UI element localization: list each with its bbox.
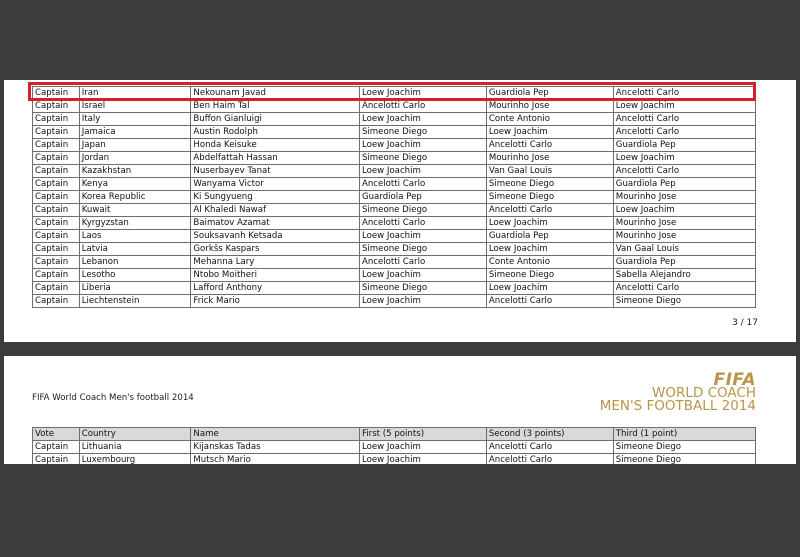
second-choice-cell: Simeone Diego bbox=[486, 191, 613, 204]
name-cell: Lafford Anthony bbox=[191, 282, 360, 295]
first-choice-cell: Loew Joachim bbox=[359, 441, 486, 454]
second-choice-cell: Loew Joachim bbox=[486, 126, 613, 139]
third-choice-cell: Loew Joachim bbox=[613, 204, 755, 217]
table-row bbox=[33, 191, 756, 204]
first-choice-cell: Loew Joachim bbox=[359, 165, 486, 178]
name-cell: Ki Sungyueng bbox=[191, 191, 360, 204]
third-choice-cell: Ancelotti Carlo bbox=[613, 282, 755, 295]
table-row bbox=[33, 454, 756, 465]
vote-cell: Captain bbox=[33, 126, 80, 139]
vote-cell: Captain bbox=[33, 152, 80, 165]
third-choice-cell: Guardiola Pep bbox=[613, 139, 755, 152]
third-choice-cell: Mourinho Jose bbox=[613, 217, 755, 230]
table-row bbox=[33, 100, 756, 113]
name-cell: Nuserbayev Tanat bbox=[191, 165, 360, 178]
country-cell: Luxembourg bbox=[79, 454, 191, 465]
name-cell: Souksavanh Ketsada bbox=[191, 230, 360, 243]
name-cell: Buffon Gianluigi bbox=[191, 113, 360, 126]
table-row-highlighted bbox=[33, 87, 756, 100]
vote-cell: Captain bbox=[33, 295, 80, 308]
second-choice-cell: Mourinho Jose bbox=[486, 152, 613, 165]
table-row bbox=[33, 178, 756, 191]
column-header-name: Name bbox=[191, 428, 360, 441]
first-choice-cell: Ancelotti Carlo bbox=[359, 178, 486, 191]
page-number: 3 / 17 bbox=[732, 318, 758, 328]
vote-cell: Captain bbox=[33, 282, 80, 295]
table-row bbox=[33, 126, 756, 139]
third-choice-cell: Van Gaal Louis bbox=[613, 243, 755, 256]
column-header-second-choice: Second (3 points) bbox=[486, 428, 613, 441]
name-cell: Wanyama Victor bbox=[191, 178, 360, 191]
first-choice-cell: Loew Joachim bbox=[359, 454, 486, 465]
name-cell: Ben Haim Tal bbox=[191, 100, 360, 113]
second-choice-cell: Guardiola Pep bbox=[486, 230, 613, 243]
first-choice-cell: Ancelotti Carlo bbox=[359, 217, 486, 230]
third-choice-cell: Ancelotti Carlo bbox=[613, 126, 755, 139]
country-cell: Kenya bbox=[79, 178, 191, 191]
third-choice-cell: Ancelotti Carlo bbox=[613, 113, 755, 126]
table-row bbox=[33, 165, 756, 178]
country-cell: Laos bbox=[79, 230, 191, 243]
table-row bbox=[33, 269, 756, 282]
table-row bbox=[33, 217, 756, 230]
vote-cell: Captain bbox=[33, 139, 80, 152]
name-cell: Nekounam Javad bbox=[191, 87, 360, 100]
vote-cell: Captain bbox=[33, 178, 80, 191]
third-choice-cell: Loew Joachim bbox=[613, 152, 755, 165]
country-cell: Latvia bbox=[79, 243, 191, 256]
first-choice-cell: Loew Joachim bbox=[359, 139, 486, 152]
name-cell: Austin Rodolph bbox=[191, 126, 360, 139]
third-choice-cell: Ancelotti Carlo bbox=[613, 87, 755, 100]
country-cell: Japan bbox=[79, 139, 191, 152]
first-choice-cell: Simeone Diego bbox=[359, 204, 486, 217]
country-cell: Lithuania bbox=[79, 441, 191, 454]
country-cell: Jordan bbox=[79, 152, 191, 165]
country-cell: Kazakhstan bbox=[79, 165, 191, 178]
name-cell: Gorkšs Kaspars bbox=[191, 243, 360, 256]
country-cell: Liberia bbox=[79, 282, 191, 295]
second-choice-cell: Loew Joachim bbox=[486, 243, 613, 256]
name-cell: Frick Mario bbox=[191, 295, 360, 308]
vote-cell: Captain bbox=[33, 454, 80, 465]
vote-cell: Captain bbox=[33, 256, 80, 269]
first-choice-cell: Loew Joachim bbox=[359, 87, 486, 100]
table-row bbox=[33, 256, 756, 269]
second-choice-cell: Conte Antonio bbox=[486, 256, 613, 269]
vote-cell: Captain bbox=[33, 204, 80, 217]
second-choice-cell: Conte Antonio bbox=[486, 113, 613, 126]
vote-cell: Captain bbox=[33, 217, 80, 230]
table-row bbox=[33, 230, 756, 243]
votes-table bbox=[32, 86, 756, 308]
second-choice-cell: Ancelotti Carlo bbox=[486, 295, 613, 308]
first-choice-cell: Loew Joachim bbox=[359, 113, 486, 126]
third-choice-cell: Simeone Diego bbox=[613, 441, 755, 454]
second-choice-cell: Mourinho Jose bbox=[486, 100, 613, 113]
third-choice-cell: Ancelotti Carlo bbox=[613, 165, 755, 178]
first-choice-cell: Simeone Diego bbox=[359, 152, 486, 165]
second-choice-cell: Loew Joachim bbox=[486, 217, 613, 230]
table-row bbox=[33, 243, 756, 256]
first-choice-cell: Guardiola Pep bbox=[359, 191, 486, 204]
vote-cell: Captain bbox=[33, 441, 80, 454]
second-choice-cell: Ancelotti Carlo bbox=[486, 139, 613, 152]
name-cell: Abdelfattah Hassan bbox=[191, 152, 360, 165]
table-row bbox=[33, 282, 756, 295]
name-cell: Al Khaledi Nawaf bbox=[191, 204, 360, 217]
third-choice-cell: Simeone Diego bbox=[613, 454, 755, 465]
table-row bbox=[33, 139, 756, 152]
country-cell: Kyrgyzstan bbox=[79, 217, 191, 230]
country-cell: Israel bbox=[79, 100, 191, 113]
column-header-vote: Vote bbox=[33, 428, 80, 441]
vote-cell: Captain bbox=[33, 113, 80, 126]
vote-cell: Captain bbox=[33, 87, 80, 100]
vote-cell: Captain bbox=[33, 165, 80, 178]
name-cell: Mutsch Mario bbox=[191, 454, 360, 465]
column-header-third-choice: Third (1 point) bbox=[613, 428, 755, 441]
country-cell: Jamaica bbox=[79, 126, 191, 139]
country-cell: Lesotho bbox=[79, 269, 191, 282]
first-choice-cell: Simeone Diego bbox=[359, 282, 486, 295]
vote-cell: Captain bbox=[33, 230, 80, 243]
third-choice-cell: Guardiola Pep bbox=[613, 256, 755, 269]
document-title: FIFA World Coach Men's football 2014 bbox=[32, 393, 194, 403]
third-choice-cell: Sabella Alejandro bbox=[613, 269, 755, 282]
third-choice-cell: Mourinho Jose bbox=[613, 230, 755, 243]
first-choice-cell: Loew Joachim bbox=[359, 230, 486, 243]
second-choice-cell: Van Gaal Louis bbox=[486, 165, 613, 178]
vote-cell: Captain bbox=[33, 100, 80, 113]
first-choice-cell: Ancelotti Carlo bbox=[359, 256, 486, 269]
third-choice-cell: Mourinho Jose bbox=[613, 191, 755, 204]
table-row bbox=[33, 441, 756, 454]
votes-table bbox=[32, 427, 756, 464]
country-cell: Korea Republic bbox=[79, 191, 191, 204]
table-header-row bbox=[33, 428, 756, 441]
document-page-4 bbox=[4, 356, 796, 464]
country-cell: Italy bbox=[79, 113, 191, 126]
name-cell: Honda Keisuke bbox=[191, 139, 360, 152]
table-row bbox=[33, 204, 756, 217]
document-page-3 bbox=[4, 80, 796, 342]
first-choice-cell: Loew Joachim bbox=[359, 295, 486, 308]
second-choice-cell: Ancelotti Carlo bbox=[486, 204, 613, 217]
country-cell: Liechtenstein bbox=[79, 295, 191, 308]
second-choice-cell: Guardiola Pep bbox=[486, 87, 613, 100]
country-cell: Iran bbox=[79, 87, 191, 100]
table-row bbox=[33, 113, 756, 126]
table-row bbox=[33, 295, 756, 308]
third-choice-cell: Guardiola Pep bbox=[613, 178, 755, 191]
vote-cell: Captain bbox=[33, 269, 80, 282]
name-cell: Baimatov Azamat bbox=[191, 217, 360, 230]
first-choice-cell: Simeone Diego bbox=[359, 243, 486, 256]
second-choice-cell: Loew Joachim bbox=[486, 282, 613, 295]
first-choice-cell: Ancelotti Carlo bbox=[359, 100, 486, 113]
second-choice-cell: Ancelotti Carlo bbox=[486, 454, 613, 465]
column-header-country: Country bbox=[79, 428, 191, 441]
country-cell: Kuwait bbox=[79, 204, 191, 217]
second-choice-cell: Simeone Diego bbox=[486, 269, 613, 282]
country-cell: Lebanon bbox=[79, 256, 191, 269]
name-cell: Kijanskas Tadas bbox=[191, 441, 360, 454]
table-row bbox=[33, 152, 756, 165]
fifa-world-coach-logo: FIFA WORLD COACH MEN'S FOOTBALL 2014 bbox=[599, 370, 756, 414]
column-header-first-choice: First (5 points) bbox=[359, 428, 486, 441]
second-choice-cell: Simeone Diego bbox=[486, 178, 613, 191]
name-cell: Ntobo Moitheri bbox=[191, 269, 360, 282]
name-cell: Mehanna Lary bbox=[191, 256, 360, 269]
first-choice-cell: Simeone Diego bbox=[359, 126, 486, 139]
second-choice-cell: Ancelotti Carlo bbox=[486, 441, 613, 454]
vote-cell: Captain bbox=[33, 243, 80, 256]
third-choice-cell: Loew Joachim bbox=[613, 100, 755, 113]
third-choice-cell: Simeone Diego bbox=[613, 295, 755, 308]
first-choice-cell: Loew Joachim bbox=[359, 269, 486, 282]
vote-cell: Captain bbox=[33, 191, 80, 204]
